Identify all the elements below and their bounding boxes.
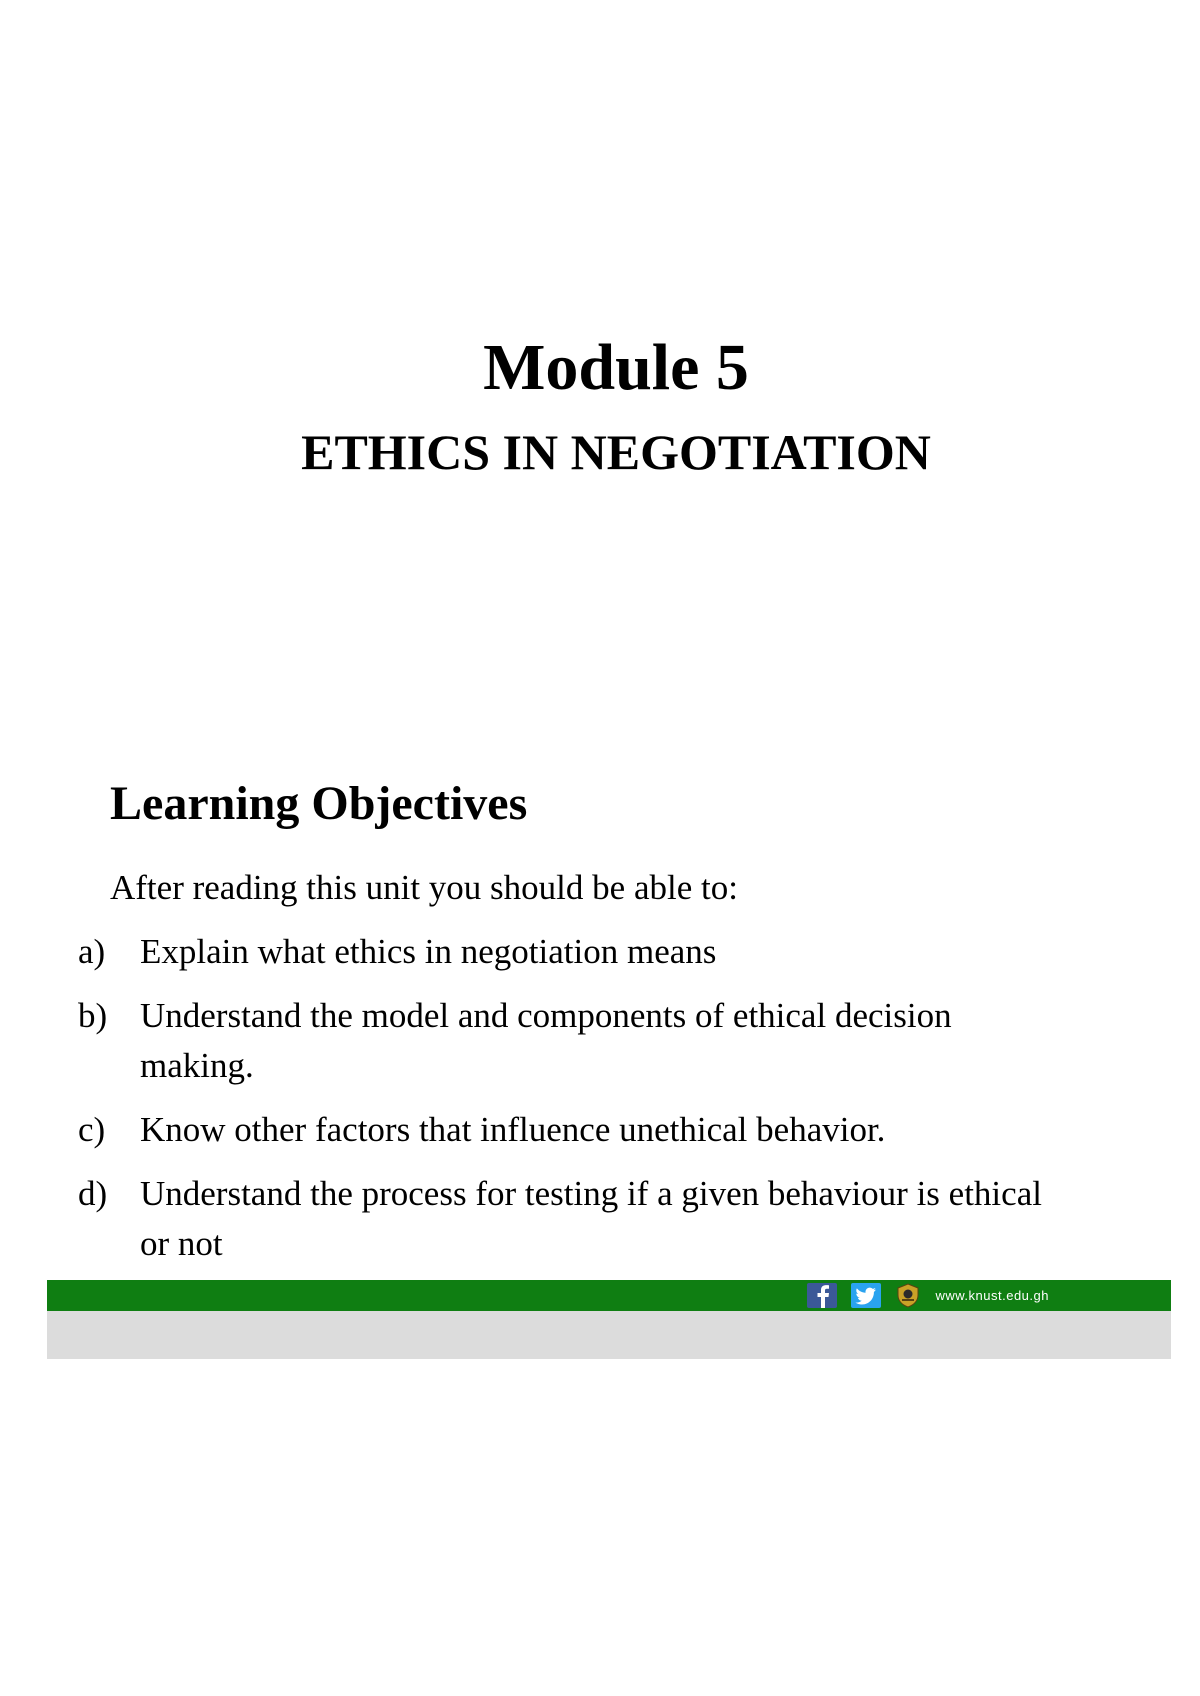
list-item [78, 991, 1070, 1091]
list-item [78, 1169, 1070, 1269]
list-marker: a) [78, 932, 106, 971]
footer-bar [47, 1280, 1171, 1311]
list-marker: d) [78, 1174, 108, 1213]
objectives-intro: After reading this unit you should be able to: [110, 868, 738, 907]
list-item [78, 927, 1070, 977]
list-item [78, 1105, 1070, 1155]
list-item-text: Know other factors that influence unethical behavior. [140, 1110, 886, 1149]
title-block [0, 331, 1200, 480]
objectives-list [78, 927, 1070, 1269]
list-item-text: Understand the model and components of ethical decision making. [140, 996, 952, 1085]
module-title: Module 5 [483, 331, 749, 404]
twitter-icon[interactable] [851, 1283, 881, 1308]
list-marker: b) [78, 996, 108, 1035]
facebook-icon[interactable] [807, 1283, 837, 1308]
website-url[interactable]: www.knust.edu.gh [935, 1288, 1049, 1303]
social-links [807, 1283, 1049, 1308]
list-marker: c) [78, 1110, 106, 1149]
objectives-heading: Learning Objectives [110, 777, 528, 830]
knust-crest-icon [895, 1283, 921, 1308]
list-item-text: Explain what ethics in negotiation means [140, 932, 717, 971]
module-subtitle: ETHICS IN NEGOTIATION [301, 424, 931, 480]
footer-band [47, 1311, 1171, 1359]
list-item-text: Understand the process for testing if a given behaviour is ethical or not [140, 1174, 1042, 1263]
learning-objectives [78, 777, 1070, 1283]
